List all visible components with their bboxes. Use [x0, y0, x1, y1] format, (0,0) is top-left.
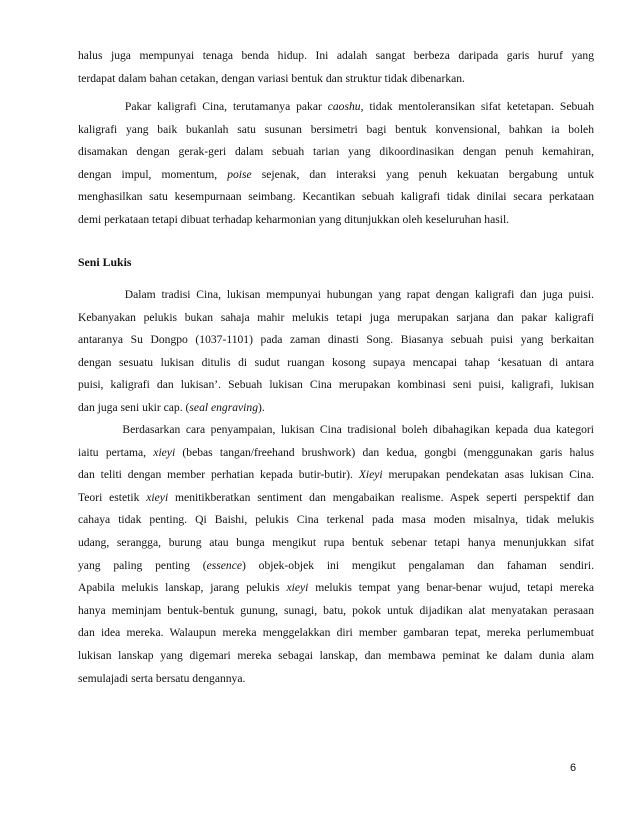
text-line: lukisan lanskap yang digemari mereka sebagai lanskap, dan membawa peminat ke dalam dunia alam [78, 648, 594, 662]
text-line: Kebanyakan pelukis bukan sahaja mahir melukis tetapi juga merupakan sarjana dan pakar kaligrafi [78, 310, 594, 324]
text-line: dengan sesuatu lukisan ditulis di sudut ruangan kosong supaya mencapai tahap ‘kesatuan di antara [78, 355, 594, 369]
text-line: dan idea mereka. Walaupun mereka menggelakkan diri member gambaran tepat, mereka perlumembuat [78, 626, 594, 640]
text-line: demi perkataan tetapi dibuat terhadap keharmonian yang ditunjukkan oleh keseluruhan hasil. [78, 212, 510, 226]
text-line: hanya meminjam bentuk-bentuk gunung, sunagi, batu, pokok untuk dijadikan alat menyatakan perasaan [78, 603, 594, 617]
text-line: Teori estetik xieyi menitikberatkan sentiment dan mengabaikan realisme. Aspek seperti perspektif dan [78, 490, 594, 504]
text-line: kaligrafi yang baik bukanlah satu susunan bersimetri bagi bentuk konvensional, bahkan ia boleh [78, 122, 594, 136]
text-line: udang, serangga, burung atau bunga mengikut rupa bentuk sebenar tetapi hanya menunjukkan sifat [78, 535, 594, 549]
text-line: dan juga seni ukir cap. (seal engraving). [78, 400, 265, 414]
italic-term: poise [227, 167, 252, 181]
text-line: yang paling penting (essence) objek-objek ini mengikut pengalaman dan fahaman sendiri. [78, 558, 594, 572]
text-line: terdapat dalam bahan cetakan, dengan variasi bentuk dan struktur tidak dibenarkan. [78, 71, 465, 85]
italic-term: seal engraving [189, 400, 258, 414]
text-line: antaranya Su Dongpo (1037-1101) pada zaman dinasti Song. Biasanya sebuah puisi yang berkaitan [78, 333, 594, 347]
text-line: cahaya tidak penting. Qi Baishi, pelukis Cina terkenal pada masa moden misalnya, tidak melukis [78, 513, 594, 527]
section-heading: Seni Lukis [78, 255, 132, 269]
text-line: disamakan dengan gerak-geri dalam sebuah tarian yang dikoordinasikan dengan penuh kemahiran, [78, 145, 594, 159]
text-line: Pakar kaligrafi Cina, terutamanya pakar caoshu, tidak mentoleransikan sifat ketetapan. Sebuah [78, 100, 594, 113]
italic-term: caoshu [327, 100, 361, 113]
page-number: 6 [570, 762, 577, 774]
text-line: menghasilkan satu kesempurnaan seimbang. Kecantikan sebuah kaligrafi tidak dinilai secara perkataan [78, 190, 594, 204]
text-line: Dalam tradisi Cina, lukisan mempunyai hubungan yang rapat dengan kaligrafi dan juga puisi. [78, 288, 594, 301]
text-line: iaitu pertama, xieyi (bebas tangan/freehand brushwork) dan kedua, gongbi (menggunakan garis halus [78, 445, 595, 459]
text-line: dengan impul, momentum, poise sejenak, dan interaksi yang penuh kekuatan bergabung untuk [78, 167, 594, 181]
italic-term: essence [206, 558, 242, 572]
text-line: semulajadi serta bersatu dengannya. [78, 671, 246, 685]
paragraph-intro [78, 45, 594, 90]
italic-term: xieyi [153, 445, 176, 459]
italic-term: xieyi [286, 581, 309, 595]
text-line: Apabila melukis lanskap, jarang pelukis xieyi melukis tempat yang benar-benar wujud, tetapi mereka [78, 581, 594, 595]
paragraph-calligraphy [78, 96, 594, 232]
text-line: puisi, kaligrafi dan lukisan’. Sebuah lukisan Cina merupakan kombinasi seni puisi, kaligrafi, lukisan [78, 378, 594, 392]
paragraph-painting-tradition [78, 284, 594, 420]
text-line: Berdasarkan cara penyampaian, lukisan Cina tradisional boleh dibahagikan kepada dua kategori [78, 423, 594, 436]
italic-term: Xieyi [358, 468, 383, 482]
italic-term: xieyi [146, 490, 169, 504]
paragraph-painting-categories [78, 419, 594, 690]
text-line: dan teliti dengan member perhatian kepada butir-butir). Xieyi merupakan pendekatan asas lukisan Cina. [78, 468, 594, 482]
text-line: halus juga mempunyai tenaga benda hidup. Ini adalah sangat berbeza daripada garis huruf yang [78, 49, 594, 62]
